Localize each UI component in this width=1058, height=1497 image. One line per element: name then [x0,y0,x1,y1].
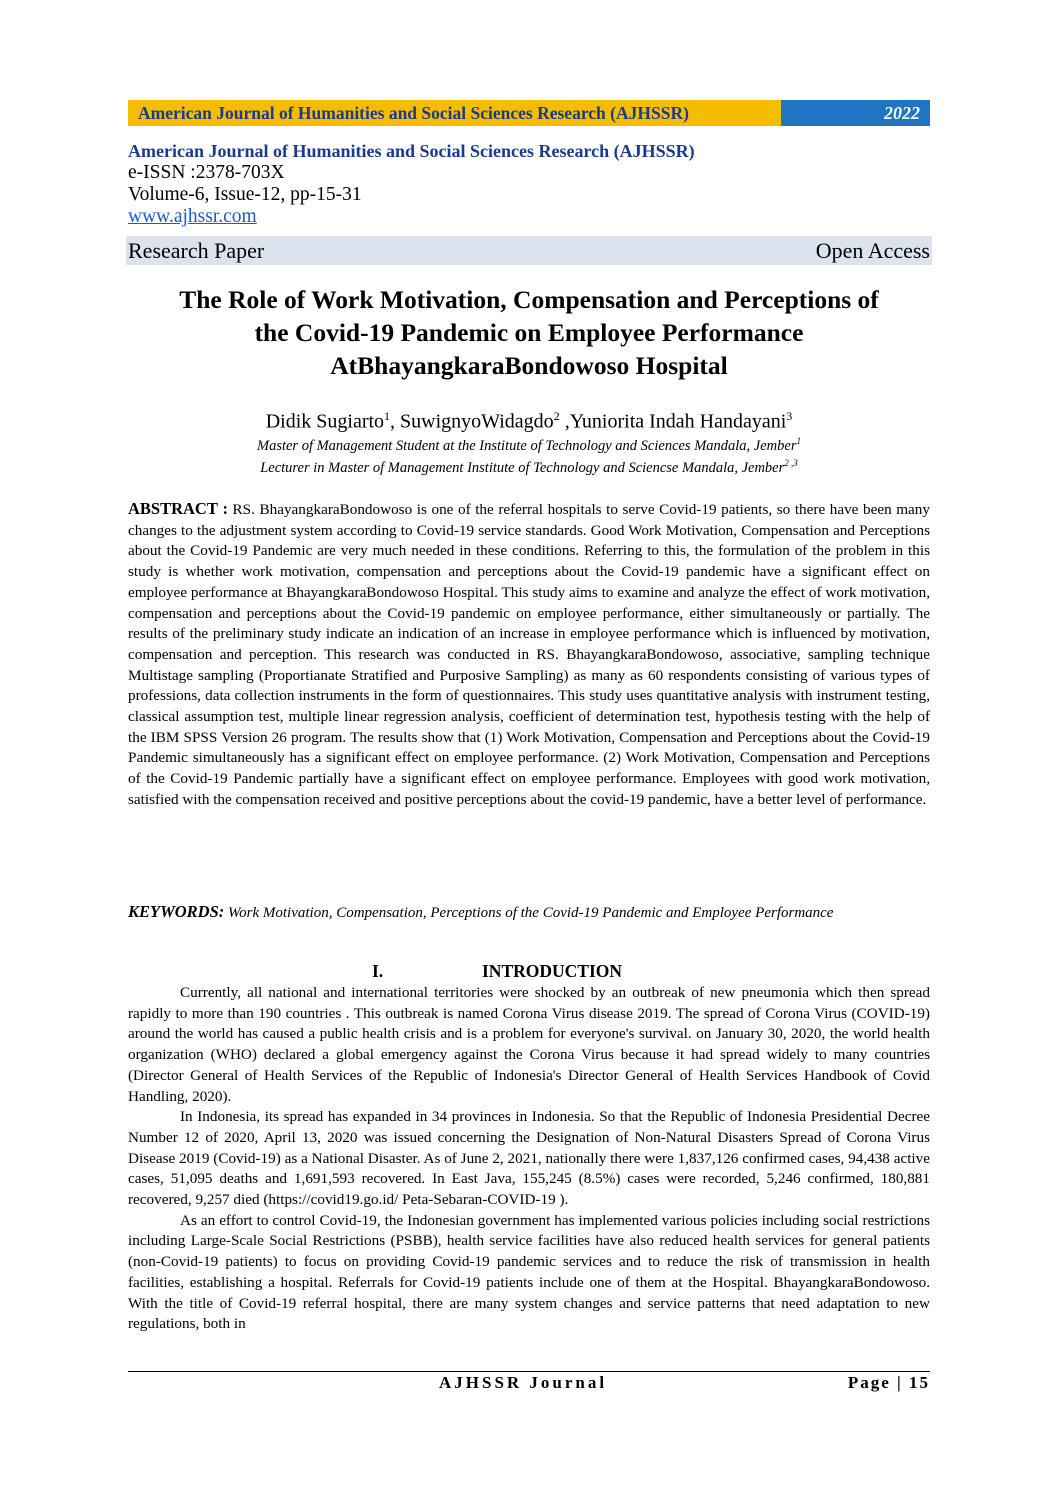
page-number: 15 [909,1373,930,1392]
author-name: SuwignyoWidagdo [400,410,554,433]
affiliation-sup: 2 ,3 [784,458,798,468]
affiliation-text: Lecturer in Master of Management Institute of Technology and Sciencse Mandala, Jember [260,459,785,476]
journal-header [128,141,930,228]
abstract-label: ABSTRACT : [128,499,228,518]
introduction-body [128,983,930,1335]
issn: e-ISSN :2378-703X [128,162,285,183]
journal-banner [128,100,930,126]
footer-divider [128,1371,930,1372]
author-separator: , [390,410,401,433]
paragraph: Currently, all national and international territories were shocked by an outbreak of new pneumonia which then spread rapidly to more than 190 countries . This outbreak is named Corona Virus disease 2019. The spread of Corona Virus (COVID-19) around the world has caused a public health crisis and is a problem for everyone's survival. on January 30, 2020, the world health organization (WHO) declared a global emergency against the Corona Virus because it had spread widely to many countries (Director General of Health Services of the Republic of Indonesia's Director General of Health Services Handbook of Covid Handling, 2020). [128,984,930,1105]
keywords-text: Work Motivation, Compensation, Perceptions of the Covid-19 Pandemic and Employee Performance [228,905,834,921]
author-list [128,404,930,434]
keywords-label: KEYWORDS: [128,902,225,921]
volume-info: Volume-6, Issue-12, pp-15-31 [128,184,362,205]
abstract [128,499,930,811]
access-type: Open Access [815,237,930,263]
affiliation-sup: 1 [796,436,801,446]
journal-website-link[interactable]: www.ajhssr.com [128,206,257,227]
paper-type: Research Paper [128,237,265,263]
journal-name: American Journal of Humanities and Social Sciences Research (AJHSSR) [128,141,695,161]
keywords [128,901,930,924]
author-name: Yuniorita Indah Handayani [569,410,787,433]
page-number-block [848,1373,930,1393]
paragraph: In Indonesia, its spread has expanded in 34 provinces in Indonesia. So that the Republic of Indonesia Presidential Decree Number 12 of 2020, April 13, 2020 was issued concerning the Designation of Non-Natural Disasters Spread of Corona Virus Disease 2019 (Covid-19) as a National Disaster. As of June 2, 2021, nationally there were 1,837,126 confirmed cases, 94,438 active cases, 51,095 deaths and 1,691,593 recovered. In East Java, 155,245 (8.5%) cases were recorded, 5,246 confirmed, 180,881 recovered, 9,257 died (https://covid19.go.id/ Peta-Sebaran-COVID-19 ). [128,1108,930,1209]
author-sup: 3 [786,409,793,423]
section-number: I. [372,961,384,981]
affiliation [128,432,930,455]
page-footer [128,1373,930,1397]
affiliation [128,454,930,477]
paper-type-bar [126,236,932,265]
section-title: INTRODUCTION [482,961,623,981]
author-name: Didik Sugiarto [265,410,385,433]
author-sup: 2 [553,409,560,423]
title-line: The Role of Work Motivation, Compensation and Perceptions of [179,285,879,314]
banner-journal-name: American Journal of Humanities and Social Sciences Research (AJHSSR) [128,100,781,126]
title-line: AtBhayangkaraBondowoso Hospital [330,351,728,380]
title-line: the Covid-19 Pandemic on Employee Performance [254,318,804,347]
author-sup: 1 [384,409,391,423]
page-label: Page | [847,1373,903,1392]
affiliation-text: Master of Management Student at the Institute of Technology and Sciences Mandala, Jember [257,437,797,454]
abstract-text: RS. BhayangkaraBondowoso is one of the referral hospitals to serve Covid-19 patients, so there have been many changes to the adjustment system according to Covid-19 service standards. Good Work Motivation, Compensation and Perceptions about the Covid-19 Pandemic are very much needed in these conditions. Referring to this, the formulation of the problem in this study is whether work motivation, compensation and perceptions about the Covid-19 pandemic have a significant effect on employee performance at BhayangkaraBondowoso Hospital. This study aims to examine and analyze the effect of work motivation, compensation and perceptions about the Covid-19 pandemic on employee performance, either simultaneously or partially. The results of the preliminary study indicate an indication of an increase in employee performance which is influenced by motivation, compensation and perception. This research was conducted in RS. BhayangkaraBondowoso, associative, sampling technique Multistage sampling (Proportianate Stratified and Purposive Sampling) as many as 60 respondents consisting of various types of professions, data collection instruments in the form of questionnaires. This study uses quantitative analysis with instrument testing, classical assumption test, multiple linear regression analysis, coefficient of determination test, hypothesis testing with the help of the IBM SPSS Version 26 program. The results show that (1) Work Motivation, Compensation and Perceptions about the Covid-19 Pandemic simultaneously has a significant effect on employee performance. (2) Work Motivation, Compensation and Perceptions of the Covid-19 Pandemic partially have a significant effect on employee performance. Employees with good work motivation, satisfied with the compensation received and positive perceptions about the covid-19 pandemic, have a better level of performance. [128,501,930,808]
author-separator: , [559,410,570,433]
banner-year: 2022 [781,100,930,126]
footer-journal: AJHSSR Journal [439,1373,608,1392]
paragraph: As an effort to control Covid-19, the Indonesian government has implemented various policies including social restrictions including Large-Scale Social Restrictions (PSBB), health service facilities have also reduced health services for general patients (non-Covid-19 patients) to focus on providing Covid-19 pandemic services and to reduce the risk of transmission in health facilities, establishing a hospital. Referrals for Covid-19 patients include one of them at the Hospital. BhayangkaraBondowoso. With the title of Covid-19 referral hospital, there are many system changes and service patterns that need adaptation to new regulations, both in [128,1211,930,1333]
paper-title [100,283,958,382]
